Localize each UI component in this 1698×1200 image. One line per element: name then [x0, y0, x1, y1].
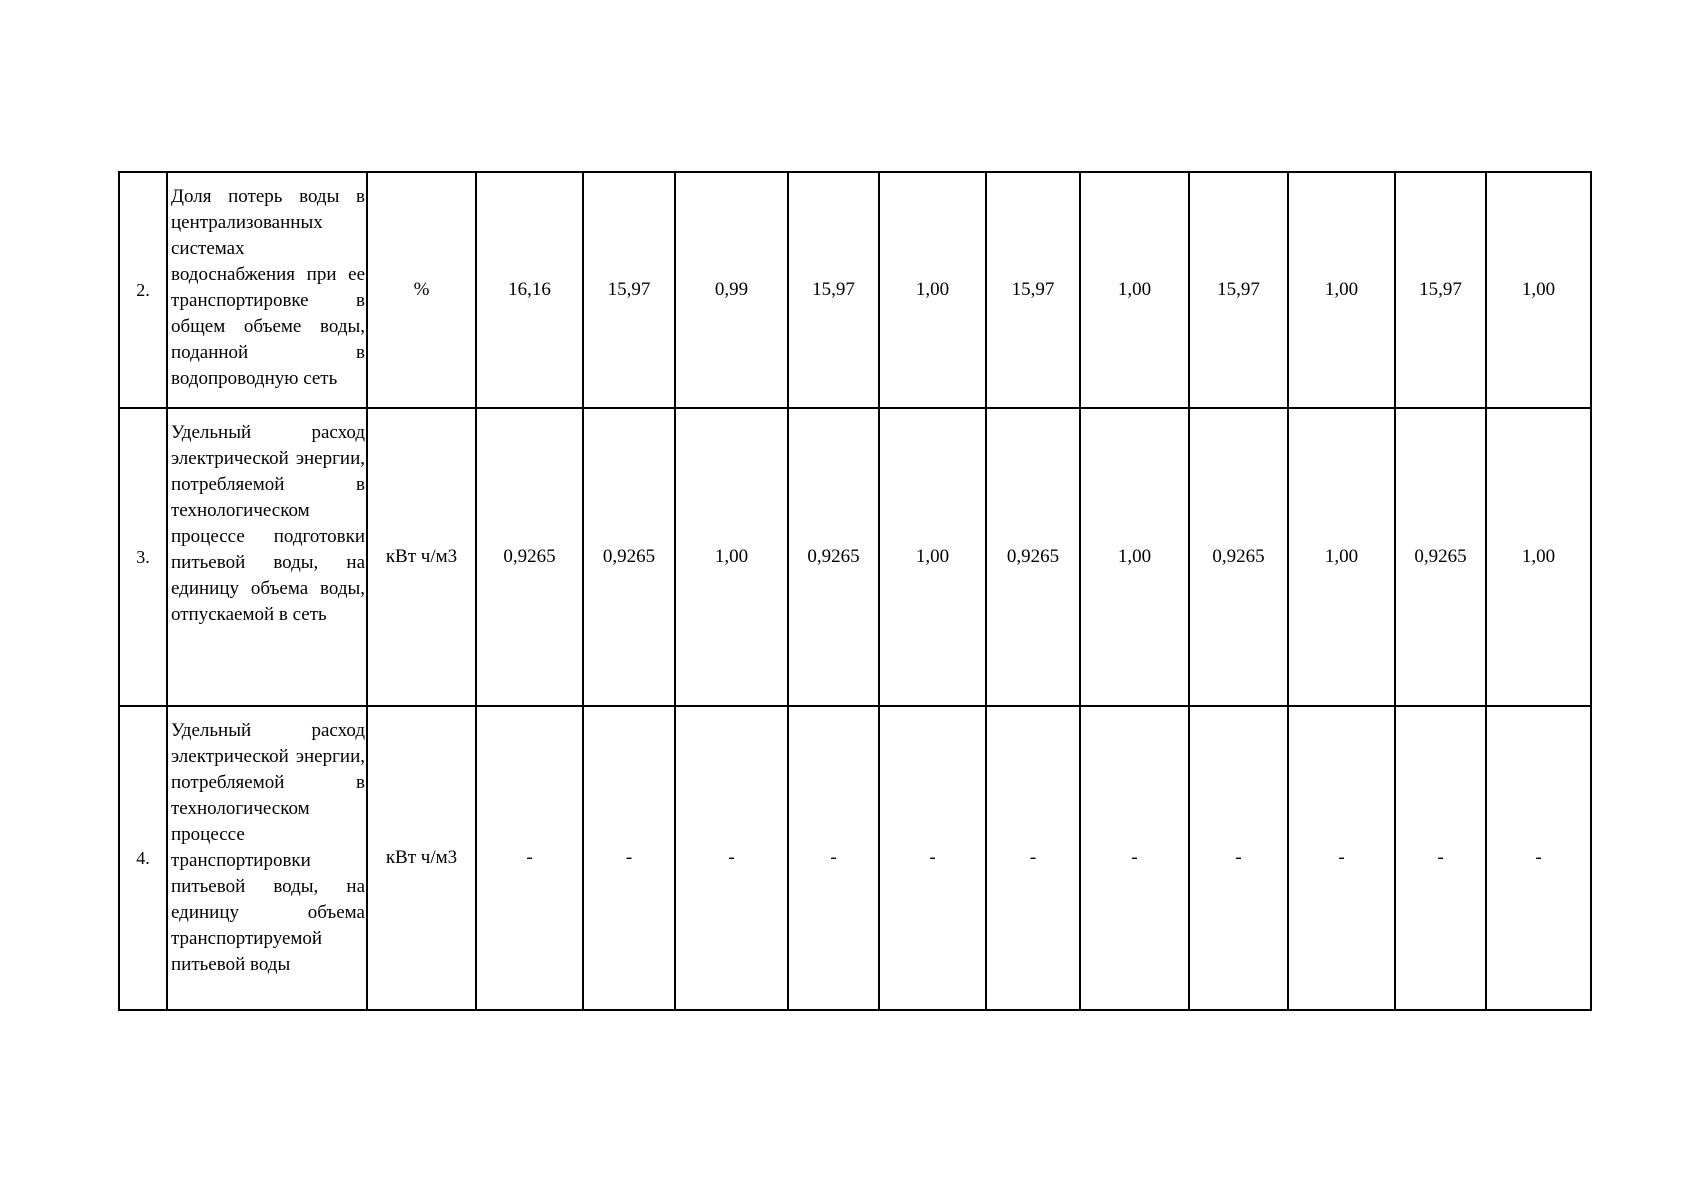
value-cell: 1,00 [1486, 172, 1591, 408]
row-number: 3. [119, 408, 167, 706]
indicator-description: Удельный расход электрической энергии, потребляемой в технологическом процессе подготовки питьевой воды, на единицу объема воды, отпускаемой в сеть [167, 408, 367, 706]
value-cell: 1,00 [1486, 408, 1591, 706]
unit-cell: кВт ч/м3 [367, 706, 476, 1010]
table-row [119, 408, 1591, 706]
indicator-description: Доля потерь воды в централизованных системах водоснабжения при ее транспортировке в общем объеме воды, поданной в водопроводную сеть [167, 172, 367, 408]
table-row [119, 172, 1591, 408]
value-cell: - [788, 706, 879, 1010]
value-cell: 15,97 [986, 172, 1080, 408]
indicator-description: Удельный расход электрической энергии, потребляемой в технологическом процессе транспортировки питьевой воды, на единицу объема транспортируемой питьевой воды [167, 706, 367, 1010]
value-cell: - [879, 706, 986, 1010]
value-cell: 0,9265 [583, 408, 675, 706]
value-cell: 1,00 [1288, 408, 1395, 706]
indicators-table [118, 171, 1592, 1011]
value-cell: 1,00 [1080, 172, 1189, 408]
value-cell: - [1486, 706, 1591, 1010]
value-cell: 0,9265 [1395, 408, 1486, 706]
unit-cell: % [367, 172, 476, 408]
value-cell: 0,9265 [1189, 408, 1288, 706]
value-cell: 0,9265 [788, 408, 879, 706]
value-cell: 1,00 [1080, 408, 1189, 706]
value-cell: 15,97 [1189, 172, 1288, 408]
value-cell: - [1395, 706, 1486, 1010]
value-cell: - [583, 706, 675, 1010]
value-cell: - [1288, 706, 1395, 1010]
value-cell: 15,97 [583, 172, 675, 408]
row-number: 4. [119, 706, 167, 1010]
value-cell: 0,9265 [986, 408, 1080, 706]
value-cell: 1,00 [879, 408, 986, 706]
row-number: 2. [119, 172, 167, 408]
value-cell: 0,9265 [476, 408, 583, 706]
value-cell: 15,97 [788, 172, 879, 408]
value-cell: - [986, 706, 1080, 1010]
table-row [119, 706, 1591, 1010]
value-cell: - [1080, 706, 1189, 1010]
value-cell: 0,99 [675, 172, 788, 408]
value-cell: - [476, 706, 583, 1010]
value-cell: - [675, 706, 788, 1010]
value-cell: 1,00 [879, 172, 986, 408]
unit-cell: кВт ч/м3 [367, 408, 476, 706]
value-cell: 1,00 [675, 408, 788, 706]
value-cell: 16,16 [476, 172, 583, 408]
value-cell: 1,00 [1288, 172, 1395, 408]
value-cell: 15,97 [1395, 172, 1486, 408]
value-cell: - [1189, 706, 1288, 1010]
